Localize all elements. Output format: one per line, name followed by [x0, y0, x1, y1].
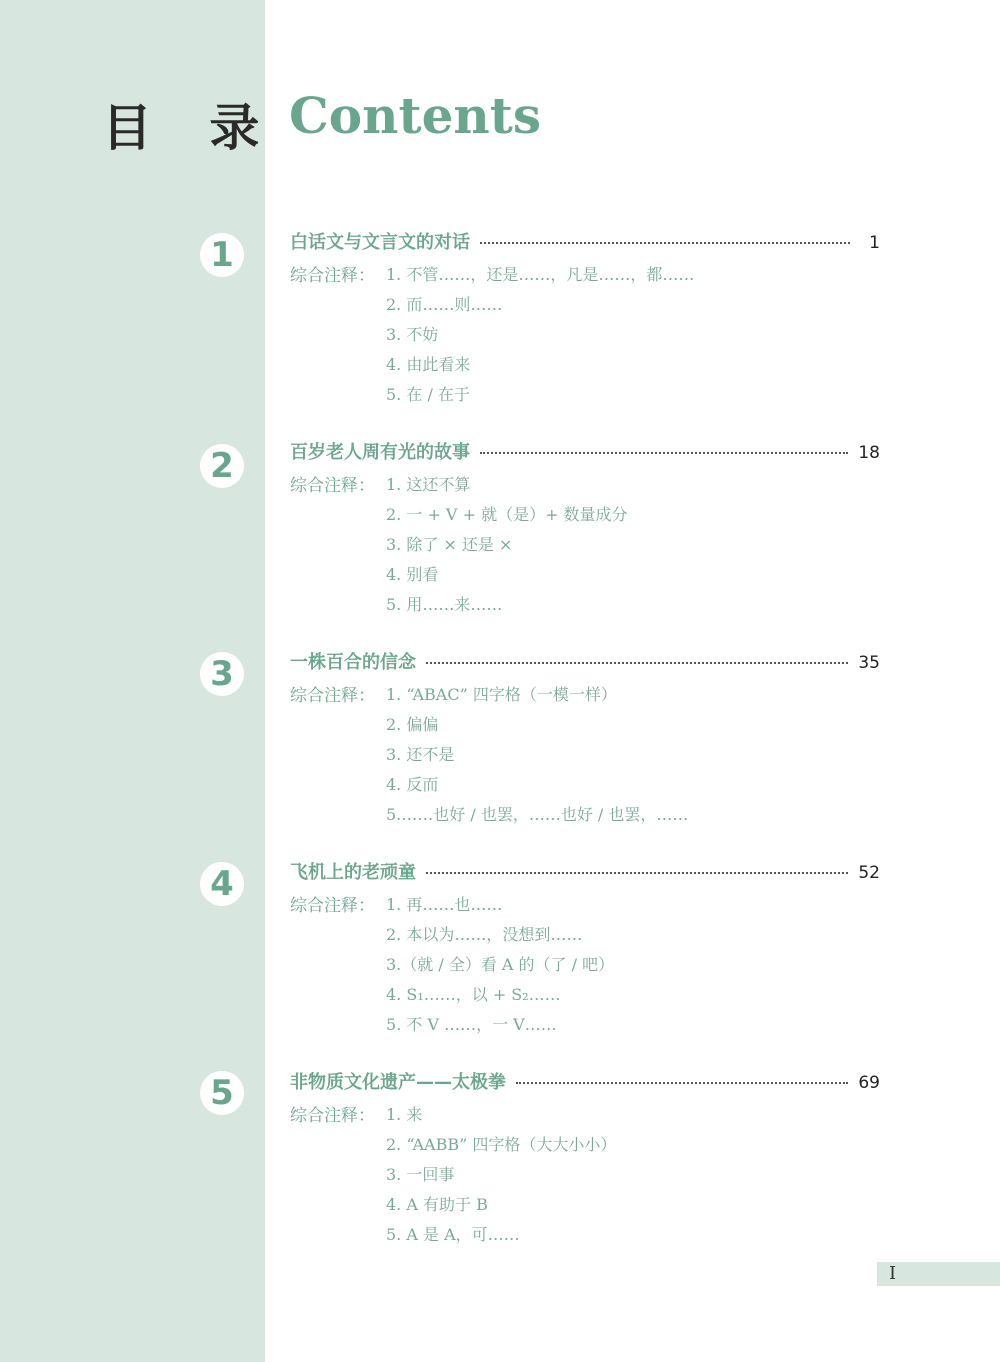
- note-row: [290, 558, 880, 588]
- dot-leader: [480, 242, 850, 244]
- note-item: 2. 一 + V + 就（是）+ 数量成分: [386, 504, 628, 524]
- dot-leader: [480, 452, 848, 454]
- note-item: 2. 偏偏: [386, 714, 439, 734]
- note-item: 5. A 是 A，可……: [386, 1224, 520, 1244]
- chapter-number-badge: 1: [200, 233, 244, 277]
- note-item: 2. 而……则……: [386, 294, 503, 314]
- note-row: [290, 528, 880, 558]
- chapter-title[interactable]: 飞机上的老顽童: [290, 862, 416, 883]
- page-number: 35: [858, 653, 880, 673]
- note-row: [290, 1188, 880, 1218]
- dot-leader: [426, 662, 848, 664]
- note-row: [290, 948, 880, 978]
- note-row: [290, 1128, 880, 1158]
- note-item: 2. “AABB” 四字格（大大小小）: [386, 1134, 617, 1154]
- note-item: 4. 由此看来: [386, 354, 471, 374]
- page-number: 52: [858, 863, 880, 883]
- note-item: 1. 这还不算: [386, 474, 471, 494]
- note-row: [290, 888, 880, 918]
- note-item: 1. 再……也……: [386, 894, 503, 914]
- chapter-number-badge: 5: [200, 1071, 244, 1115]
- note-item: 3. 还不是: [386, 744, 455, 764]
- chapter-entry[interactable]: [290, 648, 880, 828]
- chapter-title[interactable]: 非物质文化遗产——太极拳: [290, 1072, 506, 1093]
- note-item: 2. 本以为……，没想到……: [386, 924, 583, 944]
- chapter-entry[interactable]: [290, 1068, 880, 1248]
- note-item: 4. A 有助于 B: [386, 1194, 488, 1214]
- note-row: [290, 468, 880, 498]
- note-item: 3. 一回事: [386, 1164, 455, 1184]
- page-title-english: Contents: [289, 86, 542, 145]
- notes-label: 综合注释：: [290, 1105, 375, 1126]
- note-row: [290, 378, 880, 408]
- notes-label: 综合注释：: [290, 895, 375, 916]
- chapter-heading[interactable]: [290, 858, 880, 888]
- note-row: [290, 708, 880, 738]
- chapter-heading[interactable]: [290, 438, 880, 468]
- note-row: [290, 1218, 880, 1248]
- note-row: [290, 318, 880, 348]
- notes-label: 综合注释：: [290, 685, 375, 706]
- note-item: 1. “ABAC” 四字格（一模一样）: [386, 684, 617, 704]
- chapter-title[interactable]: 百岁老人周有光的故事: [290, 442, 470, 463]
- note-row: [290, 678, 880, 708]
- chapter-number-badge: 4: [200, 862, 244, 906]
- note-row: [290, 768, 880, 798]
- note-row: [290, 918, 880, 948]
- note-item: 4. 别看: [386, 564, 439, 584]
- note-row: [290, 348, 880, 378]
- page-title-chinese: 目 录: [102, 99, 280, 157]
- note-row: [290, 258, 880, 288]
- note-row: [290, 738, 880, 768]
- note-item: 5. 在 / 在于: [386, 384, 470, 404]
- note-row: [290, 978, 880, 1008]
- note-row: [290, 1008, 880, 1038]
- note-row: [290, 1158, 880, 1188]
- note-item: 5.……也好 / 也罢，……也好 / 也罢，……: [386, 804, 689, 824]
- notes-label: 综合注释：: [290, 475, 375, 496]
- note-item: 5. 不 V ……，一 V……: [386, 1014, 557, 1034]
- note-item: 1. 不管……，还是……，凡是……，都……: [386, 264, 695, 284]
- chapter-heading[interactable]: [290, 648, 880, 678]
- dot-leader: [426, 872, 848, 874]
- note-row: [290, 1098, 880, 1128]
- note-row: [290, 498, 880, 528]
- dot-leader: [516, 1082, 848, 1084]
- chapter-title[interactable]: 一株百合的信念: [290, 652, 416, 673]
- chapter-number-badge: 3: [200, 652, 244, 696]
- note-row: [290, 588, 880, 618]
- note-item: 3. 除了 × 还是 ×: [386, 534, 513, 554]
- chapter-entry[interactable]: [290, 858, 880, 1038]
- note-row: [290, 798, 880, 828]
- chapter-heading[interactable]: [290, 1068, 880, 1098]
- notes-label: 综合注释：: [290, 265, 375, 286]
- page-number-label: I: [889, 1263, 897, 1284]
- chapter-entry[interactable]: [290, 228, 880, 408]
- page-number: 18: [858, 443, 880, 463]
- page-number: 69: [858, 1073, 880, 1093]
- note-item: 3.（就 / 全）看 A 的（了 / 吧）: [386, 954, 615, 974]
- note-row: [290, 288, 880, 318]
- note-item: 4. 反而: [386, 774, 439, 794]
- note-item: 5. 用……来……: [386, 594, 503, 614]
- chapter-heading[interactable]: [290, 228, 880, 258]
- note-item: 1. 来: [386, 1104, 423, 1124]
- chapter-title[interactable]: 白话文与文言文的对话: [290, 232, 470, 253]
- page-number: 1: [869, 233, 880, 253]
- note-item: 3. 不妨: [386, 324, 439, 344]
- chapter-entry[interactable]: [290, 438, 880, 618]
- chapter-number-badge: 2: [200, 444, 244, 488]
- note-item: 4. S₁……，以 + S₂……: [386, 984, 561, 1004]
- page-number-tab: [877, 1262, 1000, 1286]
